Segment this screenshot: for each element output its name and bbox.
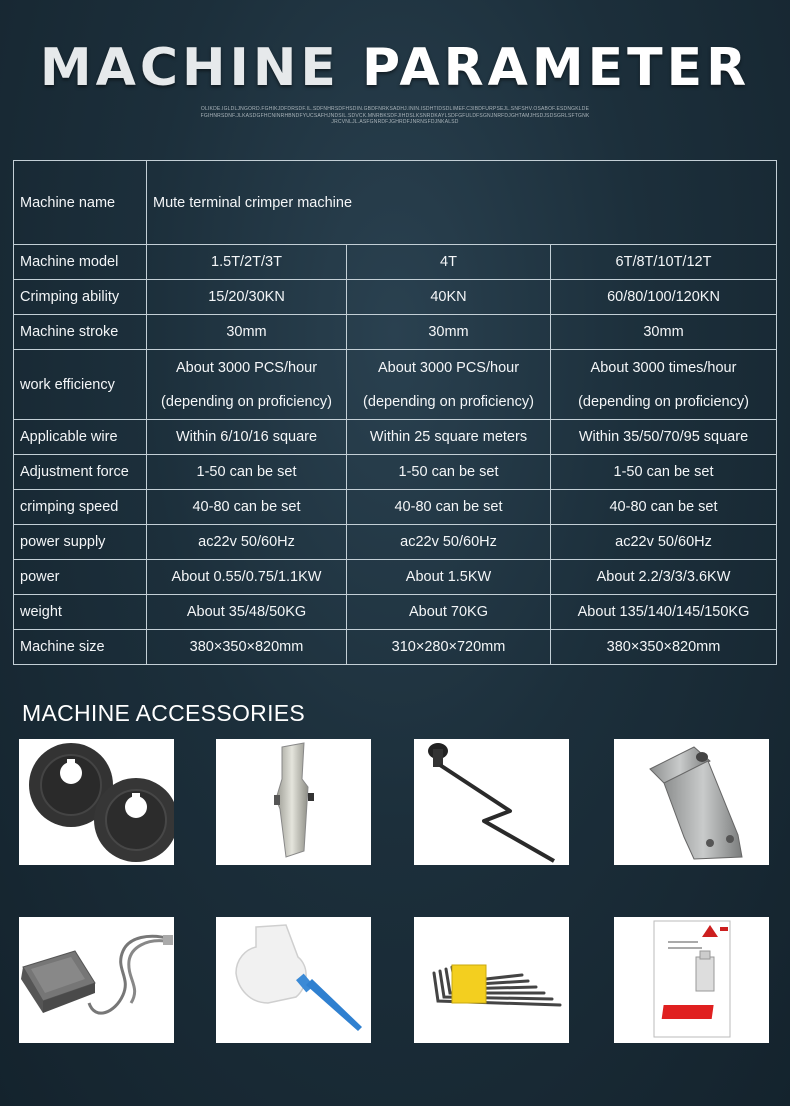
- table-cell: Within 35/50/70/95 square: [551, 420, 777, 455]
- pulley-wheels-icon: [19, 739, 174, 865]
- row-label: Crimping ability: [14, 280, 147, 315]
- accessory-bracket: [614, 739, 769, 865]
- table-cell: 40-80 can be set: [551, 490, 777, 525]
- efficiency-line2: (depending on proficiency): [161, 393, 332, 410]
- table-cell: 30mm: [347, 315, 551, 350]
- table-cell: 1-50 can be set: [347, 455, 551, 490]
- table-row: [14, 245, 777, 280]
- table-row: [14, 490, 777, 525]
- table-cell: 15/20/30KN: [147, 280, 347, 315]
- table-cell: 1-50 can be set: [551, 455, 777, 490]
- table-cell: Within 6/10/16 square: [147, 420, 347, 455]
- table-row: [14, 525, 777, 560]
- page-title: MACHINE PARAMETER: [39, 38, 751, 98]
- row-label: Applicable wire: [14, 420, 147, 455]
- table-cell: About 70KG: [347, 595, 551, 630]
- table-cell: 40KN: [347, 280, 551, 315]
- table-cell: 1.5T/2T/3T: [147, 245, 347, 280]
- table-cell: 40-80 can be set: [147, 490, 347, 525]
- table-cell: [551, 350, 777, 420]
- accessory-oil-bottle: [216, 917, 371, 1043]
- efficiency-line1: About 3000 PCS/hour: [175, 359, 318, 376]
- table-cell: 30mm: [551, 315, 777, 350]
- row-label: Machine stroke: [14, 315, 147, 350]
- efficiency-line1: About 3000 PCS/hour: [377, 359, 520, 376]
- table-row: [14, 455, 777, 490]
- table-row-efficiency: [14, 350, 777, 420]
- table-row: [14, 630, 777, 665]
- row-label: Machine model: [14, 245, 147, 280]
- table-cell: ac22v 50/60Hz: [551, 525, 777, 560]
- efficiency-line2: (depending on proficiency): [363, 393, 534, 410]
- row-label: Machine size: [14, 630, 147, 665]
- table-cell: 380×350×820mm: [551, 630, 777, 665]
- row-label: Adjustment force: [14, 455, 147, 490]
- table-cell: ac22v 50/60Hz: [147, 525, 347, 560]
- table-cell: 60/80/100/120KN: [551, 280, 777, 315]
- metal-bracket-icon: [614, 739, 769, 865]
- row-label: weight: [14, 595, 147, 630]
- accessory-manual: [614, 917, 769, 1043]
- parameter-table: [13, 160, 777, 665]
- accessory-foot-pedal: [19, 917, 174, 1043]
- row-label: Machine name: [14, 161, 147, 245]
- table-cell: About 35/48/50KG: [147, 595, 347, 630]
- table-cell: [347, 350, 551, 420]
- table-row: [14, 420, 777, 455]
- accessories-heading: MACHINE ACCESSORIES: [22, 700, 306, 726]
- table-row: [14, 595, 777, 630]
- table-cell: Within 25 square meters: [347, 420, 551, 455]
- accessory-blade: [216, 739, 371, 865]
- row-label: power supply: [14, 525, 147, 560]
- table-cell: About 1.5KW: [347, 560, 551, 595]
- row-label: work efficiency: [14, 350, 147, 420]
- efficiency-line2: (depending on proficiency): [578, 393, 749, 410]
- table-cell: 380×350×820mm: [147, 630, 347, 665]
- accessory-pulleys: [19, 739, 174, 865]
- table-row: [14, 280, 777, 315]
- machine-name-value: Mute terminal crimper machine: [147, 161, 777, 245]
- crank-handle-icon: [414, 739, 569, 865]
- table-cell: 310×280×720mm: [347, 630, 551, 665]
- foot-pedal-icon: [19, 917, 174, 1043]
- manual-booklet-icon: [614, 917, 769, 1043]
- table-row: [14, 560, 777, 595]
- hex-key-set-icon: [414, 917, 569, 1043]
- blade-plate-icon: [216, 739, 371, 865]
- table-row-machine-name: [14, 161, 777, 245]
- table-cell: [147, 350, 347, 420]
- row-label: power: [14, 560, 147, 595]
- table-row: [14, 315, 777, 350]
- table-cell: 6T/8T/10T/12T: [551, 245, 777, 280]
- table-cell: ac22v 50/60Hz: [347, 525, 551, 560]
- table-cell: 4T: [347, 245, 551, 280]
- accessory-hex-keys: [414, 917, 569, 1043]
- decorative-subtitle: OLIKDE.IGLDLJNGORD.FGHIKJDFDRSDF.IL.SDFNHRSDFHSDIN.GBDFNRKSADHJ.ININ.ISDHTIDSDLIMEF.C3IBDFURPSEJL.SNFSHV.OSABOF.ESDNGKLDEFGIHNRSDNF.JLKASDGFHCNINRHBNDFYUCSAFHJNDSIL.SDVCK.MNRBKSDFJIHDSLKSNRDKAYLSDFGFULDFSGNJNRFDJGHTAMJHSDJSDSGRLSFTGNKJRCVNLJL.ASFGNRDFJGHRDFJNRNSFDJNKALSD: [200, 106, 590, 125]
- accessory-crank: [414, 739, 569, 865]
- table-cell: About 0.55/0.75/1.1KW: [147, 560, 347, 595]
- row-label: crimping speed: [14, 490, 147, 525]
- table-cell: About 2.2/3/3/3.6KW: [551, 560, 777, 595]
- table-cell: 1-50 can be set: [147, 455, 347, 490]
- table-cell: 40-80 can be set: [347, 490, 551, 525]
- efficiency-line1: About 3000 times/hour: [590, 359, 737, 376]
- table-cell: About 135/140/145/150KG: [551, 595, 777, 630]
- oil-bottle-icon: [216, 917, 371, 1043]
- table-cell: 30mm: [147, 315, 347, 350]
